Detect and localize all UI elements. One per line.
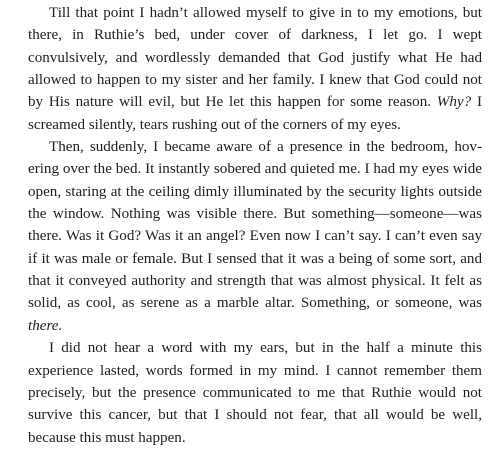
paragraph-1-italic-why: Why? [436, 94, 472, 111]
paragraph-1-text: Till that point I hadn’t allowed myself to give in to my emotions, but there, in Ruthie’s bed, under cover of darkness, I let go. I wept convulsively, and wordlessly demanded that God justify what He had allowed to happen to my sister and her family. I knew that God could not by His nature will evil, but He let this happen for some reason. [28, 5, 482, 111]
paragraph-3-text: I did not hear a word with my ears, but in the half a minute this experience lasted, words formed in my mind. I cannot remember them precisely, but the presence communicated to me that Ruthie would not survive this cancer, but that I should not fear, that all would be well, because this must happen. [28, 340, 482, 446]
paragraph-2-text: Then, suddenly, I became aware of a presence in the bedroom, hovering over the bed. It instantly sobered and quieted me. I had my eyes wide open, staring at the ceiling dimly illuminated by the security lights outside the window. Nothing was visible there. But something—someone—was there. Was it God? Was it an angel? Even now I can’t say. I can’t even say if it was male or female. But I sensed that it was a being of some sort, and that it conveyed authority and strength that was almost physical. It felt as solid, as cool, as serene as a marble altar. Something, or someone, was [28, 139, 482, 312]
paragraph-2 [28, 136, 482, 337]
paragraph-3 [28, 337, 482, 449]
paragraph-2-italic-there: there. [28, 317, 63, 334]
paragraph-1-text-end: I screamed silently, tears rushing out of the corners of my eyes. [28, 94, 482, 133]
paragraph-1 [28, 2, 482, 136]
